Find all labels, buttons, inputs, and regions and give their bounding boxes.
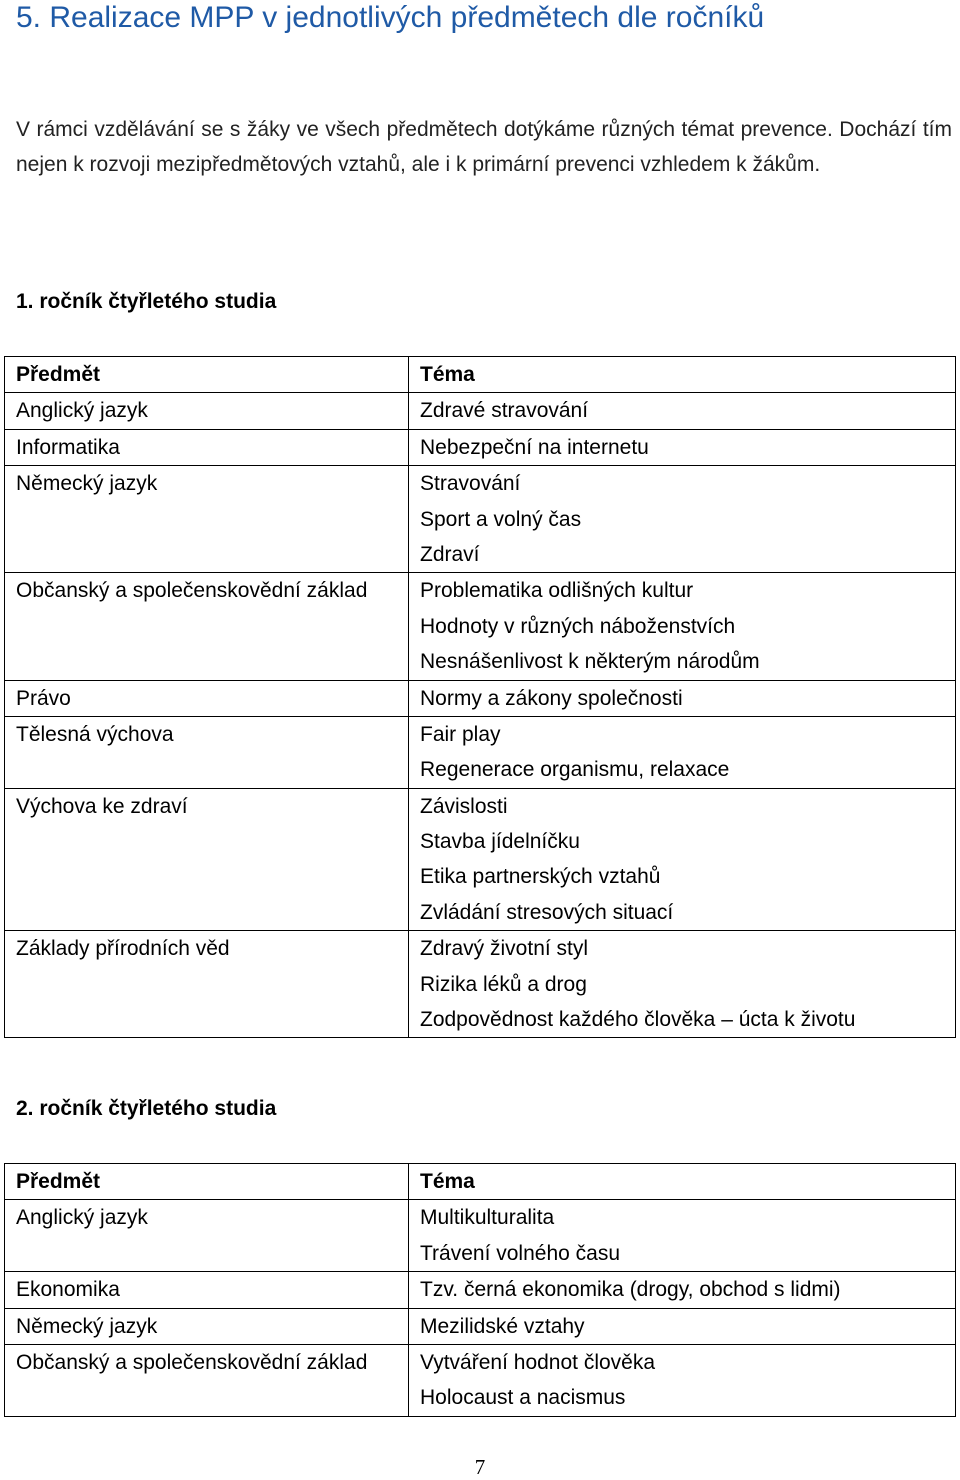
subject-name: Anglický jazyk xyxy=(16,1206,148,1230)
header-cell-topic xyxy=(409,357,956,393)
subject-name: Občanský a společenskovědní základ xyxy=(16,579,368,603)
topic-item: Tzv. černá ekonomika (drogy, obchod s lidmi) xyxy=(420,1278,841,1302)
subject-cell xyxy=(5,393,409,429)
topic-item: Závislosti xyxy=(420,794,508,818)
table-row xyxy=(5,573,956,680)
table-row xyxy=(5,466,956,573)
topic-cell xyxy=(409,573,956,680)
topic-cell xyxy=(409,1308,956,1344)
topic-item: Fair play xyxy=(420,722,501,746)
topic-item: Multikulturalita xyxy=(420,1206,555,1230)
topic-item: Zdraví xyxy=(420,542,480,566)
table-row xyxy=(5,393,956,429)
subject-name: Občanský a společenskovědní základ xyxy=(16,1350,368,1374)
table-row xyxy=(5,680,956,716)
topic-cell xyxy=(409,1200,956,1272)
topic-cell xyxy=(409,429,956,465)
table-header-row xyxy=(5,1164,956,1200)
table-row xyxy=(5,1200,956,1272)
subject-cell xyxy=(5,1308,409,1344)
topic-cell xyxy=(409,1344,956,1416)
topic-cell xyxy=(409,931,956,1038)
header-cell-topic xyxy=(409,1164,956,1200)
page-heading: 5. Realizace MPP v jednotlivých předmětech dle ročníků xyxy=(16,1,765,34)
table-row xyxy=(5,429,956,465)
column-header-subject: Předmět xyxy=(16,363,101,386)
table-row xyxy=(5,1272,956,1308)
section-title-year-1: 1. ročník čtyřletého studia xyxy=(16,290,277,313)
section-title-year-2: 2. ročník čtyřletého studia xyxy=(16,1097,277,1120)
table-header-row xyxy=(5,357,956,393)
subject-name: Právo xyxy=(16,686,71,710)
topic-cell xyxy=(409,716,956,788)
subject-cell xyxy=(5,680,409,716)
table-row xyxy=(5,716,956,788)
topic-item: Problematika odlišných kultur xyxy=(420,579,694,603)
topic-item: Stravování xyxy=(420,472,521,496)
topics-table-year-1 xyxy=(4,356,956,1038)
subject-cell xyxy=(5,716,409,788)
subject-name: Tělesná výchova xyxy=(16,722,174,746)
topic-item: Zdravý životní styl xyxy=(420,937,589,961)
subject-cell xyxy=(5,1344,409,1416)
topic-item: Sport a volný čas xyxy=(420,507,582,531)
topic-item: Hodnoty v různých náboženstvích xyxy=(420,614,736,638)
column-header-topic: Téma xyxy=(420,1170,475,1193)
subject-name: Informatika xyxy=(16,435,120,459)
topic-item: Zvládání stresových situací xyxy=(420,900,674,924)
header-cell-subject xyxy=(5,357,409,393)
topic-item: Zodpovědnost každého člověka – úcta k životu xyxy=(420,1008,856,1032)
topic-cell xyxy=(409,788,956,931)
topic-item: Mezilidské vztahy xyxy=(420,1314,585,1338)
subject-cell xyxy=(5,788,409,931)
subject-name: Ekonomika xyxy=(16,1278,120,1302)
topic-item: Regenerace organismu, relaxace xyxy=(420,758,730,782)
subject-name: Německý jazyk xyxy=(16,472,158,496)
table-row xyxy=(5,1344,956,1416)
subject-cell xyxy=(5,931,409,1038)
topic-cell xyxy=(409,466,956,573)
page-number: 7 xyxy=(474,1455,486,1479)
column-header-topic: Téma xyxy=(420,363,475,386)
column-header-subject: Předmět xyxy=(16,1170,101,1193)
subject-name: Německý jazyk xyxy=(16,1314,158,1338)
topic-item: Rizika léků a drog xyxy=(420,972,587,996)
topic-cell xyxy=(409,680,956,716)
subject-cell xyxy=(5,466,409,573)
topics-table-year-2 xyxy=(4,1163,956,1417)
subject-cell xyxy=(5,1200,409,1272)
table-row xyxy=(5,788,956,931)
topic-item: Holocaust a nacismus xyxy=(420,1386,626,1410)
topic-item: Nesnášenlivost k některým národům xyxy=(420,650,760,674)
topic-item: Stavba jídelníčku xyxy=(420,830,580,854)
subject-cell xyxy=(5,1272,409,1308)
topic-item: Nebezpeční na internetu xyxy=(420,435,649,459)
topic-item: Normy a zákony společnosti xyxy=(420,686,683,710)
topic-item: Vytváření hodnot člověka xyxy=(420,1350,656,1374)
table-row xyxy=(5,1308,956,1344)
subject-name: Základy přírodních věd xyxy=(16,937,230,961)
topic-item: Zdravé stravování xyxy=(420,399,589,423)
subject-cell xyxy=(5,429,409,465)
header-cell-subject xyxy=(5,1164,409,1200)
intro-paragraph: V rámci vzdělávání se s žáky ve všech předmětech dotýkáme různých témat prevence. Dochází tím nejen k rozvoji mezipředmětových vztahů, ale i k primární prevenci vzhledem k žákům. xyxy=(16,118,952,176)
topic-item: Etika partnerských vztahů xyxy=(420,865,661,889)
topic-item: Trávení volného času xyxy=(420,1241,621,1265)
subject-name: Anglický jazyk xyxy=(16,399,148,423)
subject-cell xyxy=(5,573,409,680)
topic-cell xyxy=(409,1272,956,1308)
topic-cell xyxy=(409,393,956,429)
subject-name: Výchova ke zdraví xyxy=(16,794,188,818)
table-row xyxy=(5,931,956,1038)
